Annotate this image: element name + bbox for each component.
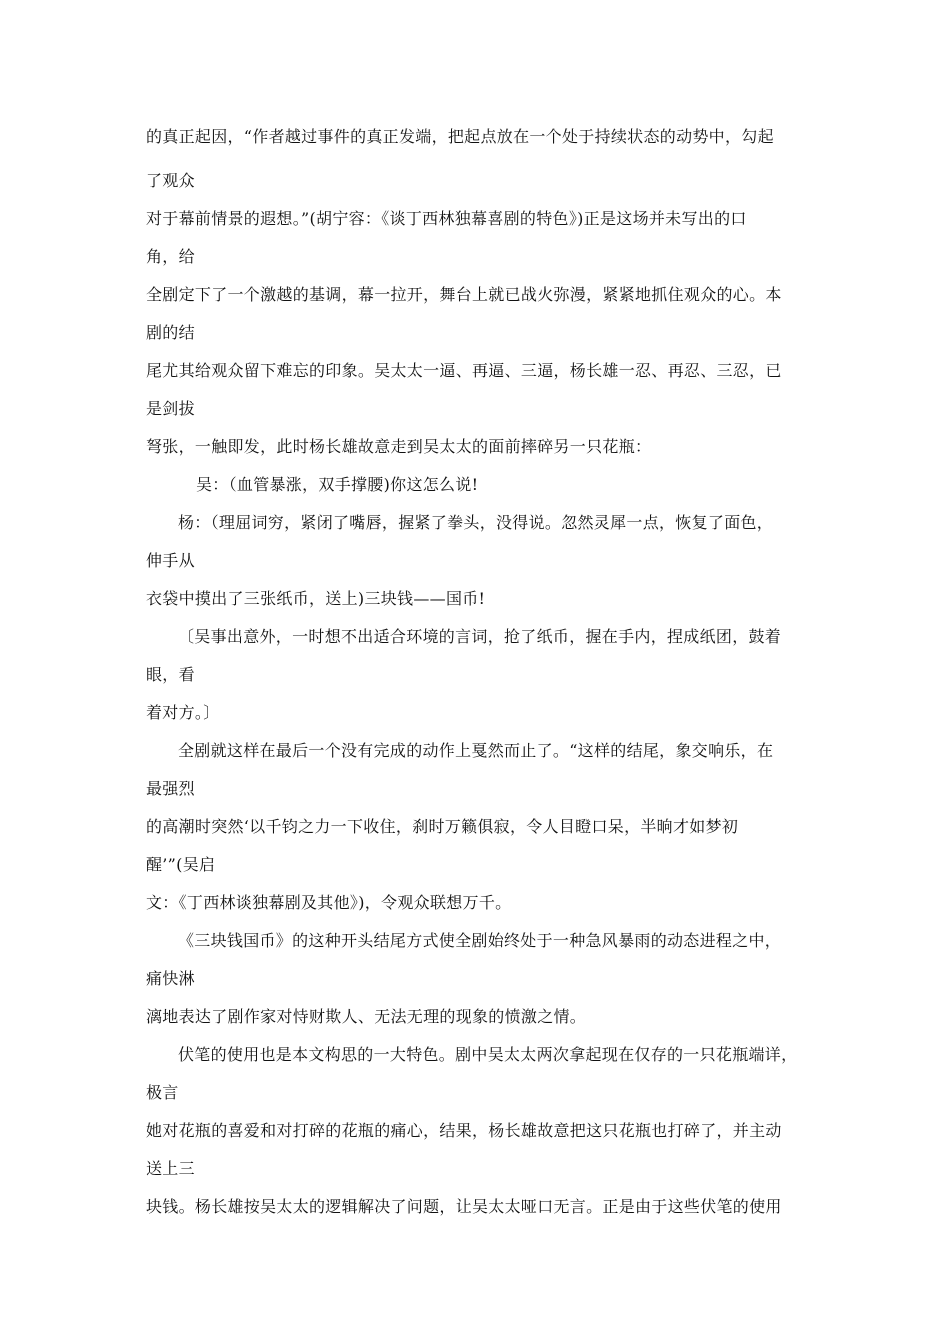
text-line: 送上三 [146, 1159, 195, 1178]
text-line: 漓地表达了剧作家对恃财欺人、无法无理的现象的愤激之情。 [146, 1007, 587, 1026]
text-line: 极言 [146, 1083, 179, 1102]
text-line: 的高潮时突然‘以千钧之力一下收住，刹时万籁俱寂，令人目瞪口呆，半晌才如梦初 [146, 817, 739, 836]
text-line: 的真正起因，“作者越过事件的真正发端，把起点放在一个处于持续状态的动势中，勾起 [146, 127, 774, 146]
text-line: 弩张，一触即发，此时杨长雄故意走到吴太太的面前摔碎另一只花瓶： [146, 437, 652, 456]
text-line: 文：《丁西林谈独幕剧及其他》)，令观众联想万千。 [146, 893, 512, 912]
text-line: 尾尤其给观众留下难忘的印象。吴太太一逼、再逼、三逼，杨长雄一忍、再忍、三忍，已 [146, 361, 782, 380]
text-line: 对于幕前情景的遐想。”(胡宁容：《谈丁西林独幕喜剧的特色》)正是这场并未写出的口 [146, 209, 747, 228]
text-line: 醒’”(吴启 [146, 855, 216, 874]
dialogue-line-wu: 吴：（血管暴涨，双手撑腰)你这怎么说! [196, 475, 479, 494]
text-line: 块钱。杨长雄按吴太太的逻辑解决了问题，让吴太太哑口无言。正是由于这些伏笔的使用 [146, 1197, 782, 1216]
dialogue-line-yang: 杨：（理屈词穷，紧闭了嘴唇，握紧了拳头，没得说。忽然灵犀一点，恢复了面色， [178, 513, 774, 532]
paragraph-start: 全剧就这样在最后一个没有完成的动作上戛然而止了。“这样的结尾，象交响乐，在 [178, 741, 774, 760]
text-line: 了观众 [146, 171, 195, 190]
text-line: 眼，看 [146, 665, 195, 684]
paragraph-start: 伏笔的使用也是本文构思的一大特色。剧中吴太太两次拿起现在仅存的一只花瓶端详， [178, 1045, 798, 1064]
text-line: 痛快淋 [146, 969, 195, 988]
text-line: 伸手从 [146, 551, 195, 570]
text-line: 是剑拔 [146, 399, 195, 418]
text-line: 全剧定下了一个激越的基调，幕一拉开，舞台上就已战火弥漫，紧紧地抓住观众的心。本 [146, 285, 782, 304]
paragraph-start: 《三块钱国币》的这种开头结尾方式使全剧始终处于一种急风暴雨的动态进程之中， [178, 931, 782, 950]
text-line: 角，给 [146, 247, 195, 266]
text-line: 衣袋中摸出了三张纸币，送上)三块钱——国币! [146, 589, 486, 608]
text-line: 剧的结 [146, 323, 195, 342]
text-line: 她对花瓶的喜爱和对打碎的花瓶的痛心，结果，杨长雄故意把这只花瓶也打碎了，并主动 [146, 1121, 782, 1140]
text-line: 着对方。〕 [146, 703, 220, 722]
stage-direction: 〔吴事出意外，一时想不出适合环境的言词，抢了纸币，握在手内，捏成纸团，鼓着 [178, 627, 782, 646]
text-line: 最强烈 [146, 779, 195, 798]
